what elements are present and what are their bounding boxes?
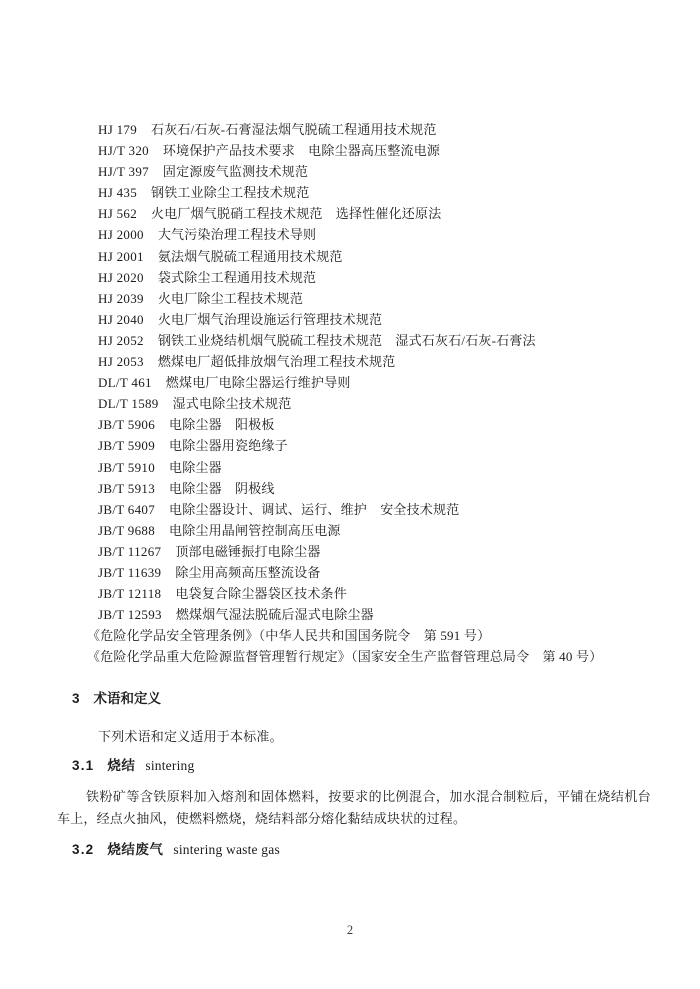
- page-number: 2: [346, 923, 354, 937]
- reference-standard-line: [98, 288, 602, 309]
- section-number: 3: [72, 691, 80, 706]
- standard-code: HJ 179: [98, 122, 137, 137]
- standard-title: 湿式电除尘技术规范: [172, 396, 292, 412]
- reference-standard-line: [98, 583, 602, 604]
- section-3-heading: [72, 687, 161, 707]
- standard-code: HJ 2000: [98, 227, 144, 243]
- reference-standard-line: [98, 562, 602, 583]
- standard-title: 环境保护产品技术要求 电除尘器高压整流电源: [162, 143, 441, 159]
- standard-code: DL/T 1589: [98, 396, 159, 412]
- term-english: sintering: [145, 758, 195, 773]
- term-chinese: 烧结废气: [107, 842, 164, 857]
- reference-regulation-line: 《危险化学品重大危险源监督管理暂行规定》（国家安全生产监督管理总局令 第 40 号）: [87, 649, 603, 665]
- reference-standard-line: [98, 309, 602, 330]
- term-number: 3.2: [72, 842, 95, 857]
- references-list: [87, 119, 603, 667]
- standard-code: JB/T 12593: [98, 607, 162, 623]
- standard-code: HJ 2040: [98, 311, 144, 327]
- standard-title: 大气污染治理工程技术导则: [157, 227, 317, 243]
- standard-title: 电除尘用晶闸管控制高压电源: [169, 522, 341, 538]
- term-chinese: 烧结: [107, 758, 136, 773]
- standard-title: 氨法烟气脱硫工程通用技术规范: [157, 248, 343, 264]
- reference-standard-line: [98, 224, 602, 245]
- standard-title: 电袋复合除尘器袋区技术条件: [175, 586, 347, 602]
- standard-code: JB/T 11639: [98, 564, 162, 580]
- reference-standard-line: [98, 161, 602, 182]
- standard-title: 火电厂烟气治理设施运行管理技术规范: [157, 311, 383, 327]
- reference-standard-line: [98, 140, 602, 161]
- standard-title: 电除尘器用瓷绝缘子: [169, 438, 288, 454]
- standard-code: JB/T 5906: [98, 417, 155, 433]
- standard-code: HJ 435: [98, 185, 137, 201]
- reference-regulation-line: 《危险化学品安全管理条例》（中华人民共和国国务院令 第 591 号）: [87, 628, 491, 644]
- reference-standard-line: [98, 457, 602, 478]
- reference-standard-line: [98, 393, 602, 414]
- standard-title: 燃煤烟气湿法脱硫后湿式电除尘器: [175, 607, 374, 623]
- section-title: 术语和定义: [93, 691, 162, 706]
- standard-code: HJ 2001: [98, 248, 144, 264]
- section-3-intro: 下列术语和定义适用于本标准。: [98, 729, 283, 744]
- standard-code: HJ 2053: [98, 354, 144, 370]
- term-number: 3.1: [72, 758, 95, 773]
- standard-title: 除尘用高频高压整流设备: [175, 564, 321, 580]
- standard-title: 电除尘器 阴极线: [169, 480, 275, 496]
- standard-title: 电除尘器: [169, 459, 222, 475]
- standard-title: 火电厂除尘工程技术规范: [157, 290, 304, 306]
- standard-code: HJ 2020: [98, 269, 144, 285]
- reference-standard-line: [98, 203, 602, 224]
- standard-title: 钢铁工业除尘工程技术规范: [151, 185, 310, 201]
- term-3-1-definition: 铁粉矿等含铁原料加入熔剂和固体燃料，按要求的比例混合，加水混合制粒后，平铺在烧结机台车上，经点火抽风，使燃料燃烧，烧结料部分熔化黏结成块状的过程。: [57, 789, 651, 826]
- standard-code: DL/T 461: [98, 375, 152, 391]
- standard-title: 电除尘器设计、调试、运行、维护 安全技术规范: [169, 501, 460, 517]
- standard-code: HJ 2039: [98, 290, 144, 306]
- reference-standard-line: [98, 182, 602, 203]
- reference-standard-line: [98, 414, 602, 435]
- standard-title: 燃煤电厂电除尘器运行维护导则: [165, 375, 351, 391]
- term-3-1-heading: [72, 754, 194, 774]
- reference-standard-line: [98, 604, 602, 625]
- standard-code: HJ/T 397: [98, 164, 149, 180]
- standard-code: HJ/T 320: [98, 143, 149, 159]
- reference-standard-line: [98, 478, 602, 499]
- standard-code: JB/T 5910: [98, 459, 155, 475]
- reference-standard-line: [98, 541, 602, 562]
- reference-standard-line: [98, 499, 602, 520]
- reference-standard-line: [98, 119, 602, 140]
- standard-code: JB/T 12118: [98, 586, 162, 602]
- standard-title: 火电厂烟气脱硝工程技术规范 选择性催化还原法: [151, 206, 442, 222]
- reference-standard-line: [98, 435, 602, 456]
- standard-code: JB/T 6407: [98, 501, 155, 517]
- standard-code: HJ 562: [98, 206, 137, 222]
- standard-title: 电除尘器 阳极板: [169, 417, 275, 433]
- standard-code: JB/T 5909: [98, 438, 155, 454]
- reference-standard-line: [98, 351, 602, 372]
- standard-title: 燃煤电厂超低排放烟气治理工程技术规范: [157, 354, 396, 370]
- standard-title: 钢铁工业烧结机烟气脱硫工程技术规范 湿式石灰石/石灰-石膏法: [157, 332, 536, 348]
- standard-title: 固定源废气监测技术规范: [162, 164, 309, 180]
- standard-title: 袋式除尘工程通用技术规范: [157, 269, 317, 285]
- standard-code: HJ 2052: [98, 332, 144, 348]
- term-3-2-heading: [72, 838, 280, 858]
- standard-title: 石灰石/石灰-石膏湿法烟气脱硫工程通用技术规范: [151, 122, 437, 137]
- reference-standard-line: [98, 246, 602, 267]
- standard-code: JB/T 5913: [98, 480, 155, 496]
- reference-standard-line: [98, 267, 602, 288]
- standard-code: JB/T 9688: [98, 522, 155, 538]
- reference-standard-line: [98, 330, 602, 351]
- reference-standard-line: [98, 372, 602, 393]
- standard-title: 顶部电磁锤振打电除尘器: [175, 543, 321, 559]
- term-english: sintering waste gas: [173, 842, 280, 857]
- standard-code: JB/T 11267: [98, 543, 162, 559]
- reference-standard-line: [98, 520, 602, 541]
